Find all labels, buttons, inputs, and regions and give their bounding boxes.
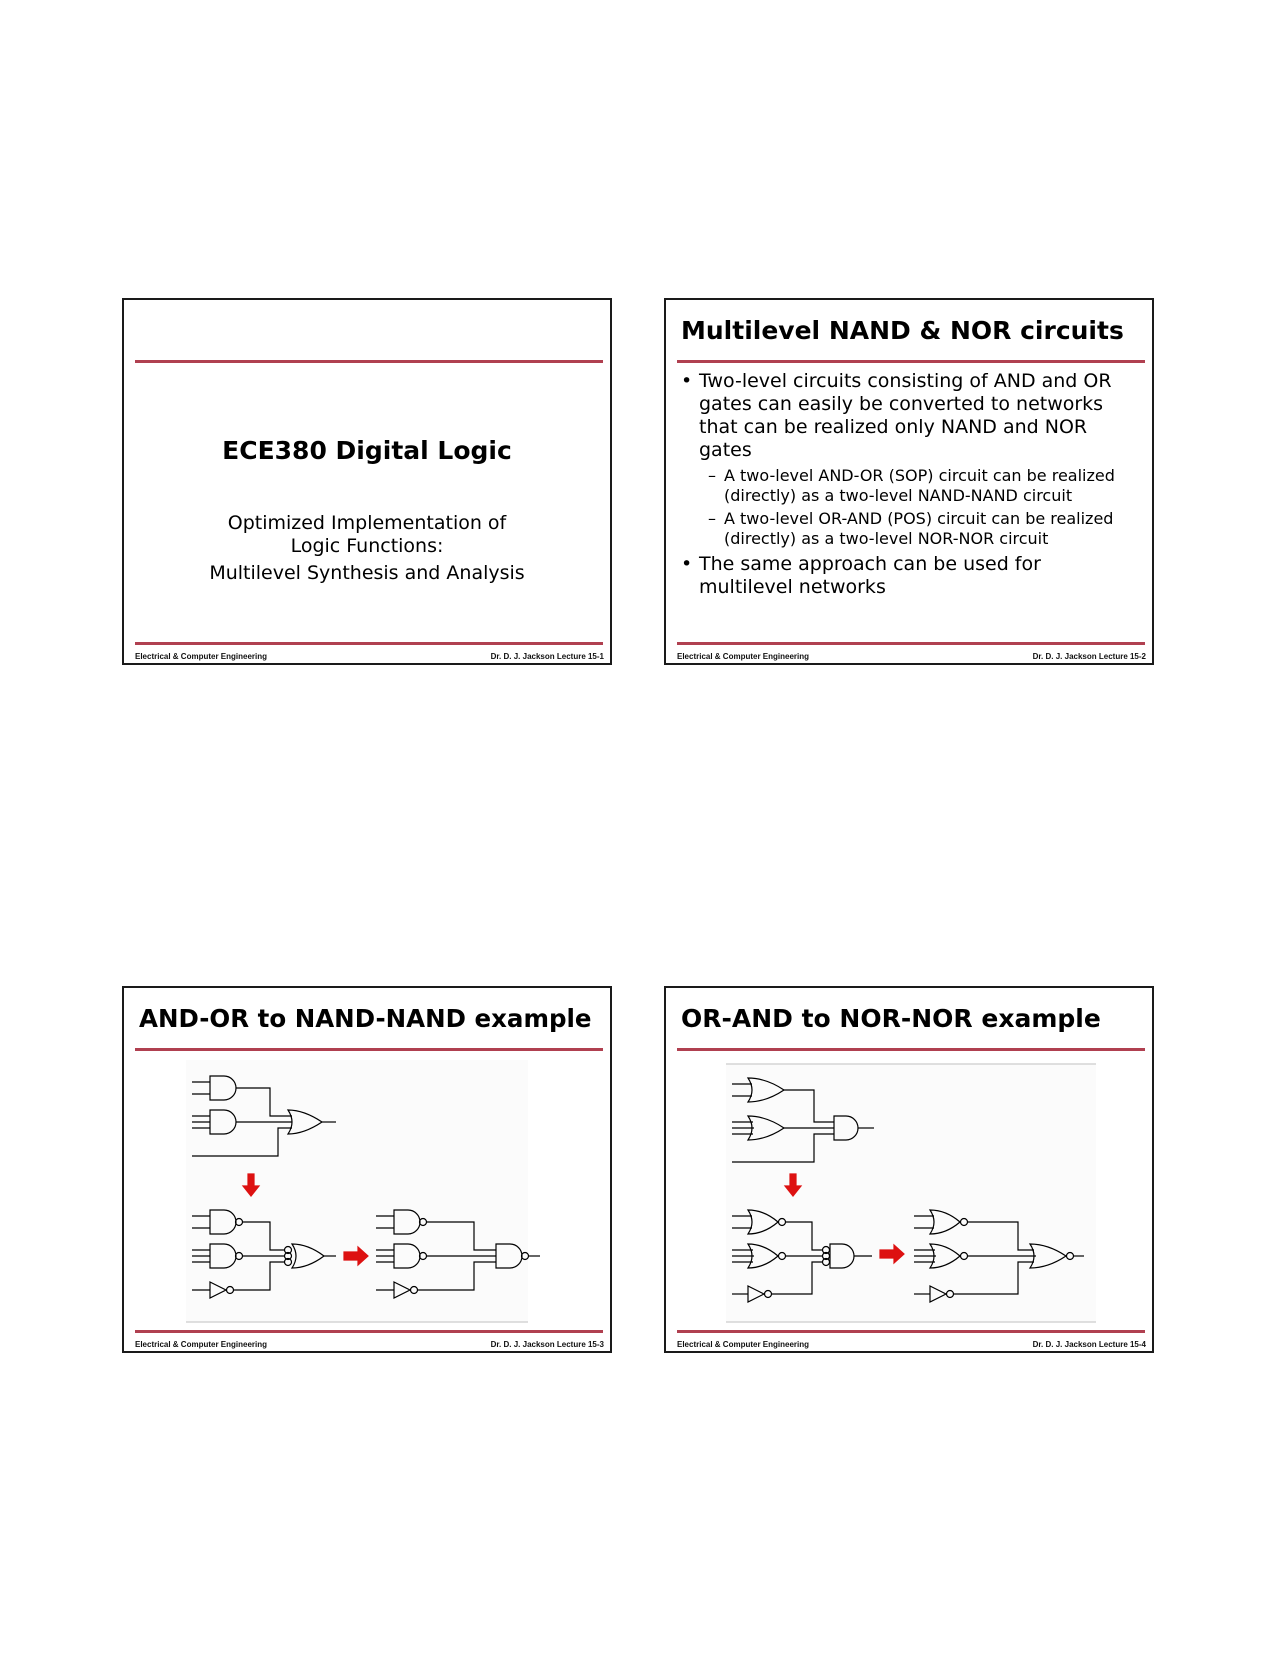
footer-department: Electrical & Computer Engineering [677, 1340, 810, 1349]
slide-subtitle [124, 512, 610, 558]
bullet-text: The same approach can be used for multilevel networks [699, 553, 1041, 598]
subtitle-line-2: Logic Functions: [290, 535, 444, 557]
slide-top-rule [135, 360, 603, 363]
slide-3 [122, 986, 612, 1353]
bullet-text: Two-level circuits consisting of AND and OR gates can easily be converted to networks that can be realized only NAND and NOR gates [699, 370, 1112, 461]
slide-title: AND-OR to NAND-NAND example [139, 1004, 592, 1033]
sub-bullet-text: A two-level OR-AND (POS) circuit can be realized (directly) as a two-level NOR-NOR circuit [724, 509, 1114, 548]
footer-department: Electrical & Computer Engineering [135, 1340, 268, 1349]
slide-2 [664, 298, 1154, 665]
sub-bullet-text: A two-level AND-OR (SOP) circuit can be realized (directly) as a two-level NAND-NAND circuit [724, 466, 1115, 505]
slide-4 [664, 986, 1154, 1353]
or-and-to-nor-nor-diagram [666, 988, 1152, 1351]
footer-department: Electrical & Computer Engineering [677, 652, 810, 661]
footer-lecture: Dr. D. J. Jackson Lecture 15-3 [490, 1340, 604, 1349]
footer-lecture: Dr. D. J. Jackson Lecture 15-2 [1032, 652, 1146, 661]
footer-lecture: Dr. D. J. Jackson Lecture 15-1 [490, 652, 604, 661]
bullet-dot-icon: • [681, 553, 693, 575]
slide-bottom-rule [135, 1330, 603, 1333]
slide-bottom-rule [677, 642, 1145, 645]
slide-bottom-rule [135, 642, 603, 645]
slide-title: Multilevel NAND & NOR circuits [681, 316, 1124, 345]
footer-department: Electrical & Computer Engineering [135, 652, 268, 661]
subtitle-line-1: Optimized Implementation of [227, 512, 507, 534]
and-or-to-nand-nand-diagram [124, 988, 610, 1351]
slide-title: ECE380 Digital Logic [222, 436, 512, 465]
slide-title: OR-AND to NOR-NOR example [681, 1004, 1101, 1033]
dash-icon: – [708, 509, 716, 528]
slide-bottom-rule [677, 1330, 1145, 1333]
subtitle-line-3: Multilevel Synthesis and Analysis [209, 562, 525, 584]
slide-1 [122, 298, 612, 665]
dash-icon: – [708, 466, 716, 485]
footer-lecture: Dr. D. J. Jackson Lecture 15-4 [1032, 1340, 1146, 1349]
bullet-dot-icon: • [681, 370, 693, 392]
slide-top-rule [677, 360, 1145, 363]
